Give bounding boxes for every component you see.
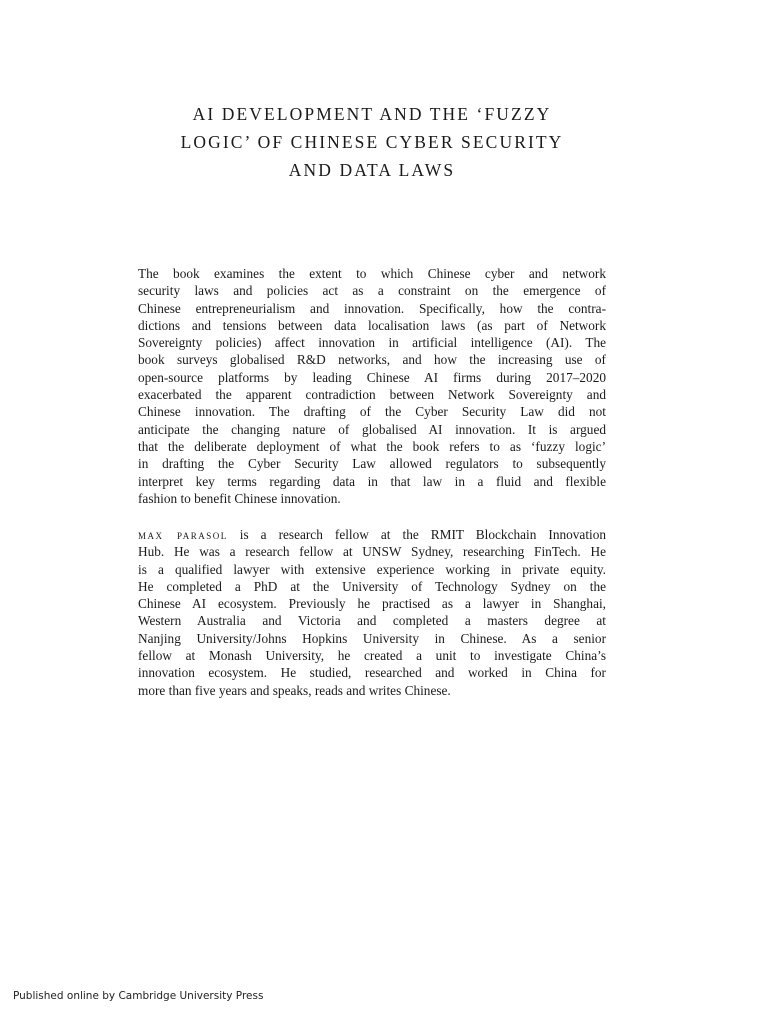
bio-line: Hub. He was a research fellow at UNSW Sydney, researching FinTech. He [138, 544, 606, 560]
title-line: LOGIC’ OF CHINESE CYBER SECURITY [180, 132, 564, 152]
summary-line: in drafting the Cyber Security Law allowed regulators to subsequently [138, 456, 606, 472]
summary-line: interpret key terms regarding data in that law in a fluid and flexible [138, 473, 606, 489]
bio-line: fellow at Monash University, he created a unit to investigate China’s [138, 648, 606, 664]
bio-line: is a qualified lawyer with extensive experience working in private equity. [138, 561, 606, 577]
summary-line: Chinese innovation. The drafting of the Cyber Security Law did not [138, 404, 606, 420]
summary-line: dictions and tensions between data localisation laws (as part of Network [138, 317, 606, 333]
summary-line: exacerbated the apparent contradiction between Network Sovereignty and [138, 387, 606, 403]
summary-line: Chinese entrepreneurialism and innovation. Specifically, how the contra- [138, 300, 606, 316]
summary-line: Sovereignty policies) affect innovation in artificial intelligence (AI). The [138, 335, 606, 351]
bio-first-line [138, 526, 606, 543]
summary-line: anticipate the changing nature of globalised AI innovation. It is argued [138, 421, 606, 437]
title-line: AND DATA LAWS [288, 160, 456, 180]
author-name: max parasol [138, 527, 228, 542]
title-line: AI DEVELOPMENT AND THE ‘FUZZY [192, 104, 552, 124]
summary-line: security laws and policies act as a constraint on the emergence of [138, 283, 606, 299]
bio-line: Nanjing University/Johns Hopkins University in Chinese. As a senior [138, 630, 606, 646]
author-bio [138, 526, 606, 699]
bio-line: Western Australia and Victoria and completed a masters degree at [138, 613, 606, 629]
bio-line: innovation ecosystem. He studied, researched and worked in China for [138, 665, 606, 681]
book-title [138, 100, 606, 184]
bio-first-line-text: is a research fellow at the RMIT Blockchain Innovation [227, 527, 606, 542]
bio-line: Chinese AI ecosystem. Previously he practised as a lawyer in Shanghai, [138, 596, 606, 612]
book-summary [138, 265, 606, 507]
summary-line: fashion to benefit Chinese innovation. [138, 490, 341, 506]
summary-line: that the deliberate deployment of what the book refers to as ‘fuzzy logic’ [138, 438, 606, 454]
publisher-footer: Published online by Cambridge University Press [13, 990, 264, 1002]
summary-line: book surveys globalised R&D networks, and how the increasing use of [138, 352, 606, 368]
summary-line: open-source platforms by leading Chinese AI firms during 2017–2020 [138, 369, 606, 385]
bio-line: He completed a PhD at the University of Technology Sydney on the [138, 578, 606, 594]
summary-line: The book examines the extent to which Chinese cyber and network [138, 266, 606, 281]
bio-line: more than five years and speaks, reads and writes Chinese. [138, 682, 451, 698]
